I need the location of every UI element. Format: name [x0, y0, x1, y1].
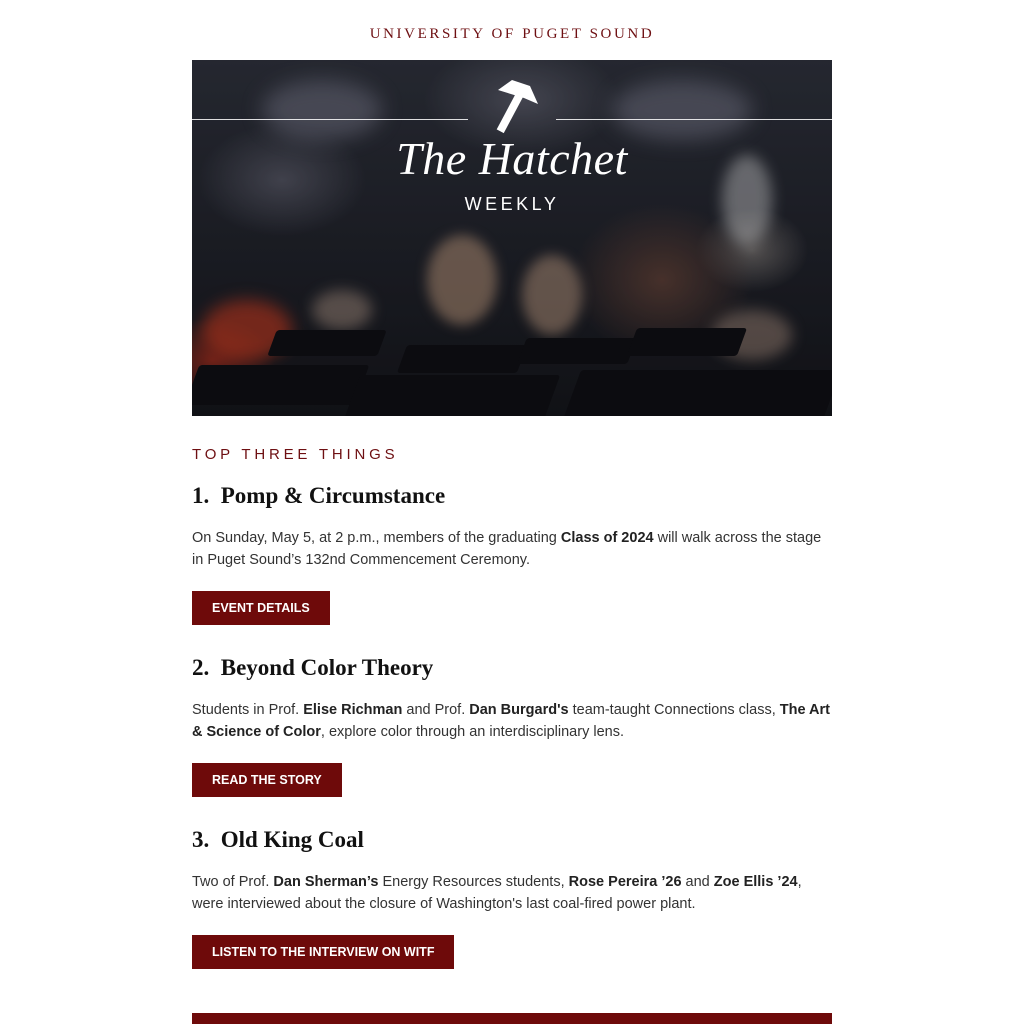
hatchet-icon — [484, 76, 544, 136]
read-the-story-button[interactable]: READ THE STORY — [192, 763, 342, 797]
story-heading[interactable]: 3. Old King Coal — [192, 827, 364, 852]
hero-banner[interactable] — [192, 60, 832, 416]
story-heading[interactable]: 1. Pomp & Circumstance — [192, 483, 446, 508]
story-summary: On Sunday, May 5, at 2 p.m., members of the graduating Class of 2024 will walk across the stage in Puget Sound’s 132nd Commencement Ceremony. — [192, 530, 822, 568]
divider-line — [556, 119, 832, 120]
footer-bar — [192, 1013, 832, 1024]
event-details-button[interactable]: EVENT DETAILS — [192, 591, 330, 625]
section-label: TOP THREE THINGS — [192, 446, 399, 463]
newsletter-subtitle: WEEKLY — [464, 194, 560, 214]
newsletter-title: The Hatchet — [396, 133, 628, 184]
story-summary: Students in Prof. Elise Richman and Prof. Dan Burgard's team-taught Connections class, The Art & Science of Color, explore color through an interdisciplinary lens. — [192, 702, 830, 740]
story-summary: Two of Prof. Dan Sherman’s Energy Resources students, Rose Pereira ’26 and Zoe Ellis ’24, were interviewed about the closure of Washington's last coal-fired power plant. — [192, 874, 802, 912]
story-heading[interactable]: 2. Beyond Color Theory — [192, 655, 434, 680]
email-container — [192, 0, 832, 969]
listen-interview-button[interactable]: LISTEN TO THE INTERVIEW ON WITF — [192, 935, 454, 969]
story-2 — [192, 655, 832, 797]
divider-line — [192, 119, 468, 120]
university-wordmark[interactable]: UNIVERSITY OF PUGET SOUND — [369, 26, 655, 42]
story-3 — [192, 827, 832, 969]
story-1 — [192, 483, 832, 625]
